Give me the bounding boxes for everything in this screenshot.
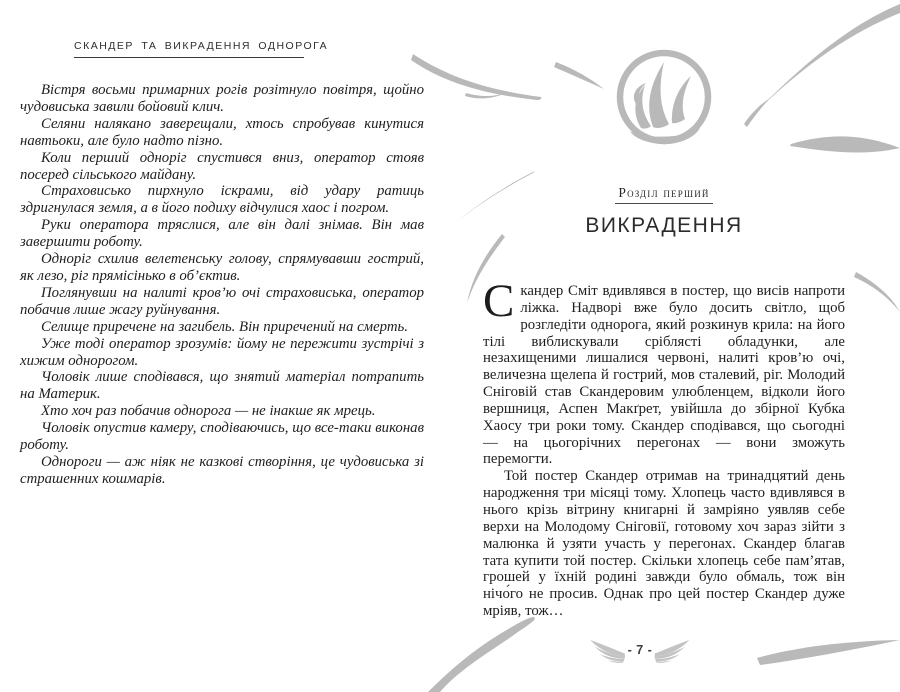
paragraph: [483, 275, 845, 468]
paragraph: Селяни налякано заверещали, хтось спробував кинутися навтьоки, але було надто пізно.: [20, 115, 424, 149]
paragraph: Однороги — аж ніяк не казкові створіння, це чудовиська зі страшенних кошмарів.: [20, 453, 424, 487]
running-header: СКАНДЕР ТА ВИКРАДЕННЯ ОДНОРОГА: [74, 40, 304, 58]
paragraph: Руки оператора тряслися, але він далі знімав. Він мав завершити роботу.: [20, 217, 424, 251]
paragraph: Поглянувши на налиті кров’ю очі страховиська, оператор побачив лише жагу руйнування.: [20, 284, 424, 318]
paragraph: Хто хоч раз побачив однорога — не інакше як мрець.: [41, 403, 376, 420]
page-footer: [588, 633, 692, 667]
chapter-label: Розділ перший: [615, 185, 712, 204]
paragraph: Коли перший одноріг спустився вниз, оператор стояв посеред сільського майдану.: [20, 149, 424, 183]
right-page-body-text: [483, 275, 845, 620]
right-page: [450, 0, 900, 692]
paragraph: Селище приречене на загибель. Він приречений на смерть.: [41, 318, 408, 335]
paragraph: Той постер Скандер отримав на тринадцятий день народження три місяці тому. Хлопець часто вдивлявся в нього крізь вітрину книгарні й замріяно уявляв себе верхи на Молодому Сніговії, готовому хоч зараз зійти з малюнка й узяти участь у перегонах. Скандер благав тата купити той постер. Скільки хлопець себе пам’ятав, грошей у їхній родині завжди було обмаль, тож він нічо́го не просив. Однак про цей постер Скандер дуже мріяв, тож…: [483, 468, 845, 620]
paragraph: Одноріг схилив велетенську голову, спрямувавши гострий, як лезо, ріг прямісінько в об’єктив.: [20, 251, 424, 284]
chapter-heading: [483, 184, 845, 238]
page-number: - 7 -: [627, 643, 653, 657]
paragraph: Чоловік опустив камеру, сподіваючись, що все-таки виконав роботу.: [20, 420, 424, 454]
wing-left-icon: [588, 637, 626, 664]
left-page-body-text: [20, 82, 424, 488]
paragraph: Уже тоді оператор зрозумів: йому не пережити зустрічі з хижим однорогом.: [20, 335, 424, 369]
paragraph: Страховисько пирхнуло іскрами, від удару ратиць здригнулася земля, а в його подиху відчулися хаос і погром.: [20, 183, 424, 217]
drop-cap: С: [483, 275, 515, 327]
paragraph: Чоловік лише сподівався, що знятий матеріал потрапить на Материк.: [20, 369, 424, 403]
paragraph-text: кандер Сміт вдивлявся в постер, що висів напроти ліжка. Надворі вже було досить світло, щоб розгледіти однорога, який розкинув крила: на його тілі виблискували сріблясті обладунки, але незахищеними лишалися червоні, налиті кров’ю очі, величезна щелепа й гострий, мов сталевий, ріг. Молодий Сніговій став Скандеровим улюбленцем, відколи його вершниця, Аспен Макґрет, увійшла до збірної Кубка Хаосу три роки тому. Скандер сподівався, що сьогодні — на цьогорічних перегонах — вони зможуть перемогти.: [483, 283, 845, 468]
chapter-title: ВИКРАДЕННЯ: [585, 214, 743, 237]
wing-right-icon: [654, 637, 692, 664]
paragraph: Вістря восьми примарних рогів розітнуло повітря, щойно чудовиська завили бойовий клич.: [20, 82, 424, 115]
